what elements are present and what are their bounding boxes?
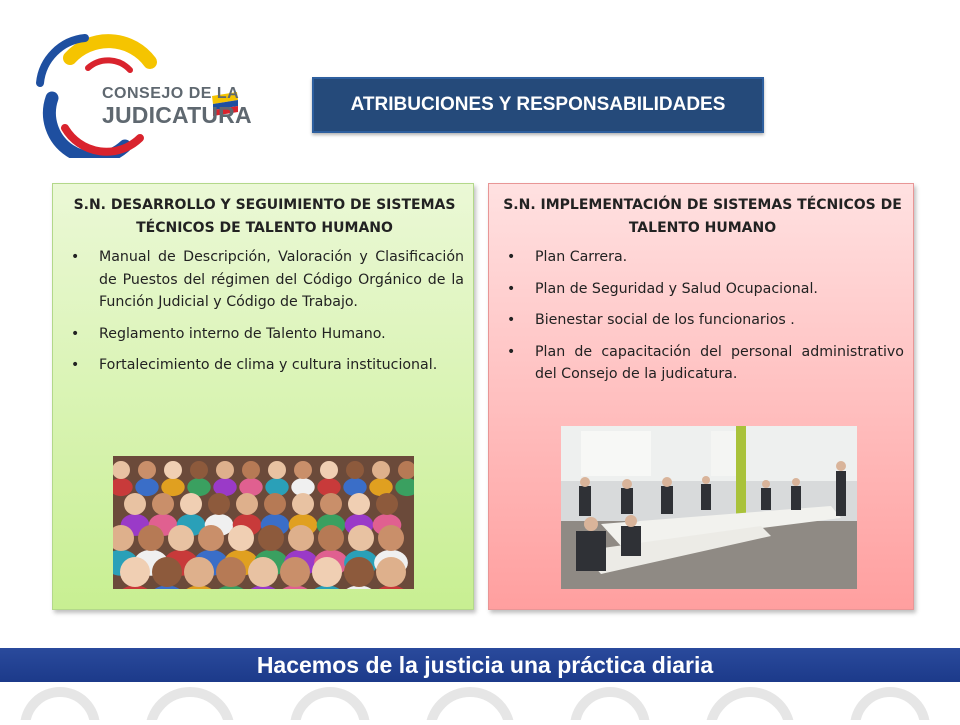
crowd-photo [113, 456, 414, 589]
list-item: • Manual de Descripción, Valoración y Clasificación de Puestos del régimen del Código Orgánico de la Función Judicial y Código de Trabajo. [65, 246, 464, 314]
list-item: • Plan de Seguridad y Salud Ocupacional. [501, 278, 904, 301]
bullet-list [501, 246, 904, 386]
footer-decoration [0, 682, 960, 720]
panel-heading: S.N. DESARROLLO Y SEGUIMIENTO DE SISTEMAS TÉCNICOS DE TALENTO HUMANO [73, 197, 456, 236]
logo-line-2: JUDICATURA [102, 102, 252, 128]
bullet-list [65, 246, 464, 377]
list-item: • Plan de capacitación del personal administrativo del Consejo de la judicatura. [501, 341, 904, 386]
footer-slogan: Hacemos de la justicia una práctica diaria [256, 651, 714, 678]
logo-line-1: CONSEJO DE LA [102, 85, 240, 102]
meeting-room-photo [561, 426, 857, 589]
panel-heading: S.N. IMPLEMENTACIÓN DE SISTEMAS TÉCNICOS DE TALENTO HUMANO [503, 197, 902, 236]
list-item: • Plan Carrera. [501, 246, 904, 269]
list-item: • Fortalecimiento de clima y cultura institucional. [65, 354, 464, 377]
slide-title: ATRIBUCIONES Y RESPONSABILIDADES [312, 77, 764, 133]
list-item: • Reglamento interno de Talento Humano. [65, 323, 464, 346]
logo-text [102, 86, 252, 127]
list-item: • Bienestar social de los funcionarios . [501, 309, 904, 332]
footer-banner [0, 648, 960, 682]
consejo-judicatura-logo [30, 28, 252, 158]
